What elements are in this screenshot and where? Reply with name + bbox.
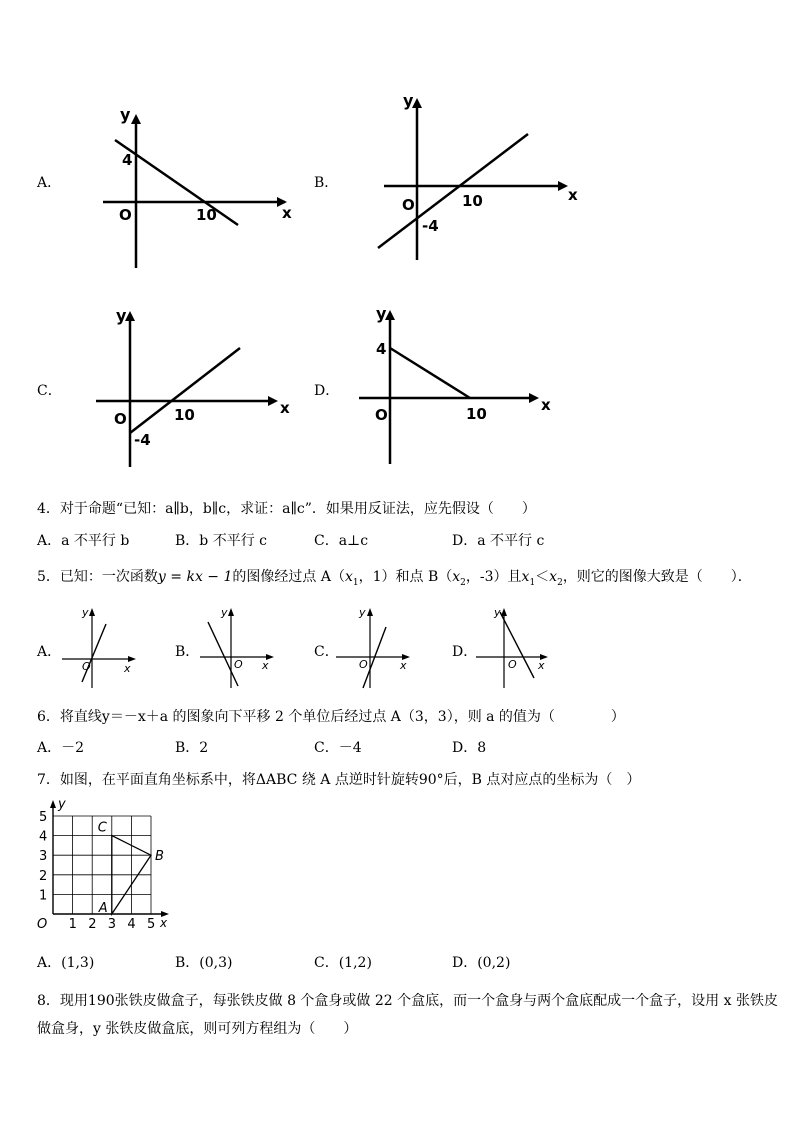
point-label-c: C: [97, 820, 107, 836]
x-tick-label: 3: [107, 917, 117, 932]
q4-stem: 4．对于命题“已知：a∥b，b∥c，求证：a∥c”．如果用反证法，应先假设（ ）: [37, 501, 536, 517]
y-axis-arrow: [367, 608, 373, 616]
q5-stem-b: 的图像经过点 A（: [232, 569, 345, 585]
q3-graph-a: [95, 100, 300, 270]
q4-option-c: C．a⊥c: [314, 533, 369, 549]
x-label: x: [538, 659, 545, 672]
q5-graph-d: [472, 602, 552, 692]
y-label: y: [58, 797, 66, 812]
y-tick-label: -4: [422, 217, 439, 235]
x-label: x: [280, 399, 290, 417]
q5-cmp-x2-sub: 2: [557, 577, 563, 588]
x-tick-label: 10: [196, 206, 217, 224]
y-label: y: [494, 606, 501, 619]
y-axis-arrow: [50, 800, 56, 808]
origin-label: O: [82, 660, 91, 673]
y-tick-label: 3: [39, 849, 48, 865]
q8-line1: 8．现用190张铁皮做盒子，每张铁皮做 8 个盒身或做 22 个盒底，而一个盒身与两个盒底配成一个盒子，设用 x 张铁皮: [37, 993, 778, 1009]
origin-label: O: [37, 917, 48, 932]
q5-cmp-x1-sub: 1: [529, 577, 536, 588]
x-axis-arrow: [268, 396, 278, 406]
x-tick-label: 2: [88, 917, 97, 932]
q7-option-b: B．(0,3): [175, 955, 233, 971]
q5-graph-b: [198, 602, 278, 692]
y-axis-arrow: [89, 608, 95, 616]
q4-option-d: D．a 不平行 c: [452, 533, 545, 549]
q5-graph-a: [60, 602, 140, 692]
q5-x2-sub: 2: [460, 577, 466, 588]
y-label: y: [221, 606, 228, 619]
y-tick-label: 1: [39, 888, 48, 904]
q5-stem: [37, 566, 752, 588]
y-axis-arrow: [228, 608, 234, 616]
q7-stem: 7．如图，在平面直角坐标系中，将ΔABC 绕 A 点逆时针旋转90°后，B 点对应点的坐标为（ ）: [37, 772, 641, 788]
origin-label: O: [508, 658, 517, 671]
y-label: y: [116, 306, 127, 325]
graph-line: [208, 622, 238, 686]
y-label: y: [82, 606, 89, 619]
q5-option-a-label: A．: [37, 644, 62, 660]
x-tick-label: 10: [174, 406, 195, 424]
x-label: x: [568, 186, 578, 204]
origin-label: O: [234, 658, 243, 671]
x-label: x: [400, 659, 407, 672]
q8-line2: 做盒身，y 张铁皮做盒底，则可列方程组为（ ）: [37, 1021, 358, 1037]
q5-option-b-label: B．: [175, 644, 200, 660]
q3-graph-d: [355, 302, 565, 467]
origin-label: O: [359, 658, 368, 671]
q5-stem-e: ，则它的图像大致是（ ）．: [562, 569, 752, 585]
y-tick-label: 2: [39, 868, 48, 884]
q6-option-c: C．－4: [314, 740, 362, 756]
q3-graph-b: [370, 92, 585, 262]
origin-label: O: [402, 196, 415, 214]
q5-function: y = kx − 1: [157, 569, 233, 585]
q5-graph-c: [334, 602, 414, 692]
origin-label: O: [375, 406, 388, 424]
origin-label: O: [119, 206, 132, 224]
q5-stem-a: 5．已知：一次函数: [37, 569, 158, 585]
graph-line: [82, 624, 106, 682]
q3-graph-c: [92, 305, 302, 470]
q3-option-a-label: A．: [37, 175, 62, 191]
q6-option-b: B．2: [175, 740, 209, 756]
q5-stem-c: ，1）和点 B（: [358, 569, 453, 585]
x-tick-label: 4: [127, 917, 136, 932]
y-axis-arrow: [125, 311, 135, 321]
y-axis-arrow: [385, 310, 395, 320]
q5-cmp-x1: x: [521, 569, 530, 585]
q5-cmp: ＜: [535, 569, 550, 585]
x-label: x: [282, 204, 292, 222]
y-label: y: [376, 304, 387, 323]
q3-option-b-label: B．: [314, 175, 339, 191]
y-label: y: [120, 105, 131, 124]
q7-option-d: D．(0,2): [452, 955, 511, 971]
x-tick-label: 5: [147, 917, 156, 932]
q5-x1-sub: 1: [352, 577, 359, 588]
y-tick-label: 4: [376, 340, 387, 358]
x-label: x: [124, 662, 131, 675]
q5-stem-d: ，-3）且: [465, 569, 522, 585]
q7-grid-figure: [30, 795, 175, 935]
q4-option-b: B．b 不平行 c: [175, 533, 267, 549]
x-axis-arrow: [529, 393, 539, 403]
q5-x1: x: [344, 569, 353, 585]
x-tick-label: 10: [462, 192, 483, 210]
q3-option-c-label: C．: [37, 383, 62, 399]
y-tick-label: 4: [39, 829, 48, 845]
y-axis-arrow: [412, 98, 422, 108]
q4-option-a: A．a 不平行 b: [37, 533, 130, 549]
y-axis-arrow: [131, 114, 141, 124]
x-tick-label: 1: [68, 917, 77, 932]
y-label: y: [359, 606, 366, 619]
x-tick-label: 10: [466, 405, 487, 423]
y-tick-label: -4: [134, 431, 151, 449]
q5-cmp-x2: x: [549, 569, 558, 585]
y-tick-label: 4: [122, 151, 133, 169]
point-label-a: A: [98, 901, 108, 916]
q7-option-c: C．(1,2): [314, 955, 372, 971]
origin-label: O: [114, 410, 127, 428]
graph-line: [390, 348, 470, 398]
y-tick-label: 5: [39, 810, 48, 825]
graph-line: [500, 612, 534, 678]
x-label: x: [541, 396, 551, 414]
y-label: y: [403, 92, 414, 110]
x-axis-arrow: [558, 181, 568, 191]
q5-x2: x: [452, 569, 461, 585]
q5-option-d-label: D．: [452, 644, 478, 660]
q3-option-d-label: D．: [314, 383, 340, 399]
x-label: x: [160, 916, 168, 930]
point-label-b: B: [155, 849, 164, 865]
graph-line: [115, 140, 238, 225]
q6-stem: 6．将直线y＝－x＋a 的图象向下平移 2 个单位后经过点 A（3，3），则 a 的值为（ ）: [37, 709, 625, 725]
q6-option-a: A．－2: [37, 740, 85, 756]
graph-line: [378, 134, 528, 248]
q7-option-a: A．(1,3): [37, 955, 95, 971]
q5-option-c-label: C．: [314, 644, 339, 660]
q6-option-d: D．8: [452, 740, 487, 756]
triangle-abc: [98, 821, 164, 916]
x-label: x: [262, 659, 269, 672]
